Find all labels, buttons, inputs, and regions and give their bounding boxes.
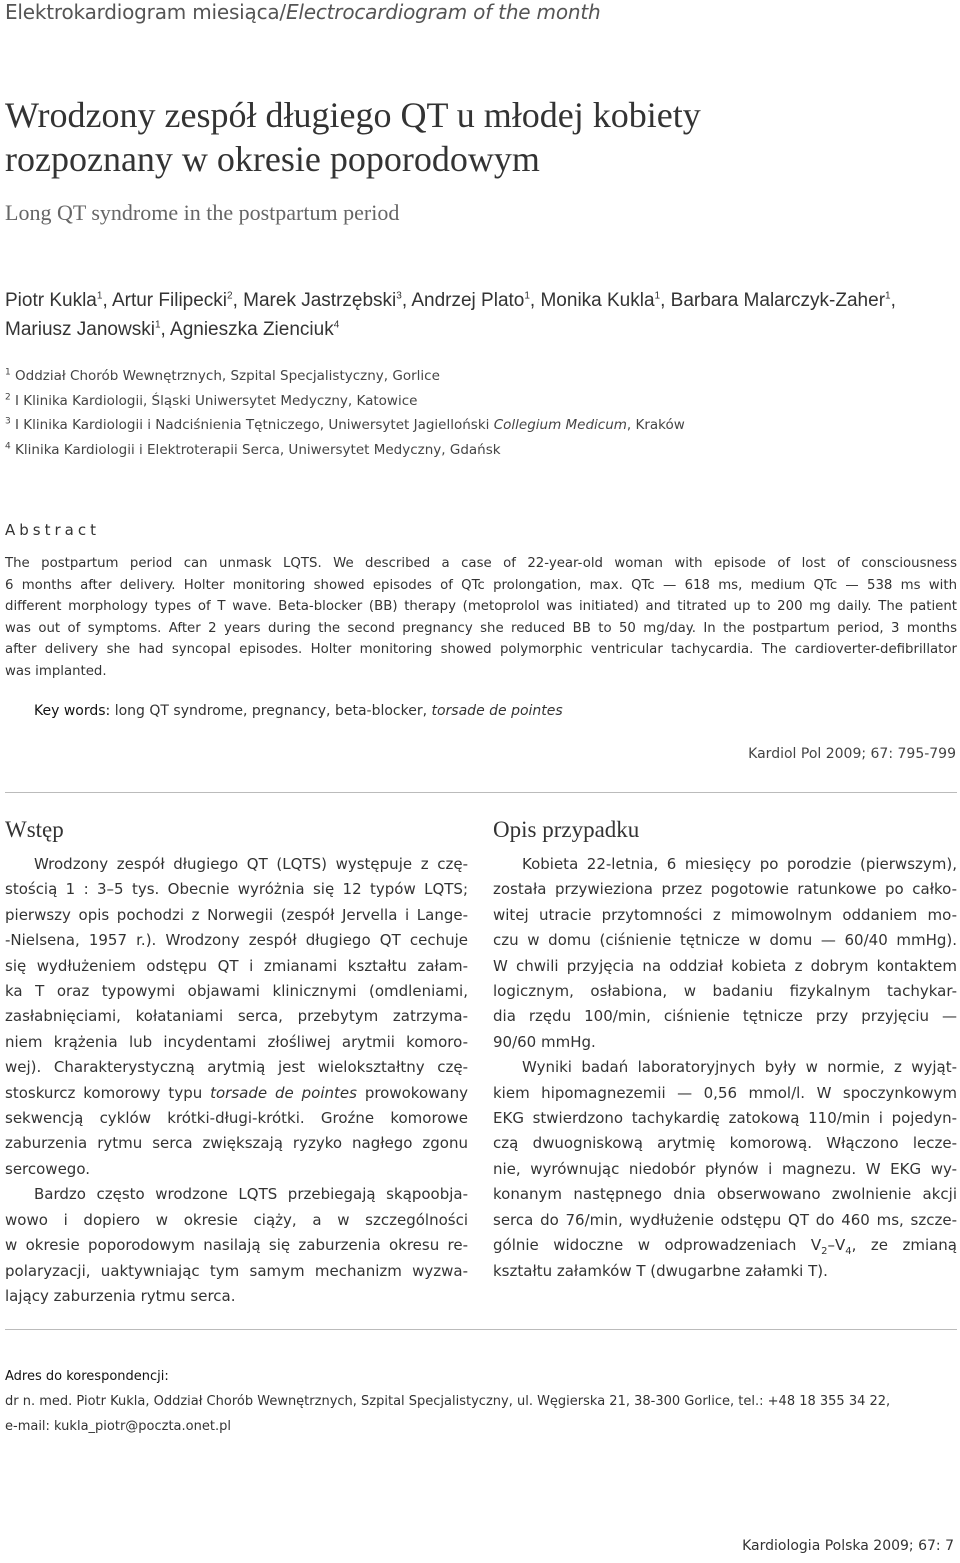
text-line: czu w domu (ciśnienie tętnicze w domu — 60/40 mmHg).	[493, 931, 957, 950]
affiliation-text: Oddział Chorób Wewnętrznych, Szpital Specjalistyczny, Gorlice	[15, 368, 440, 384]
abstract-line: different morphology types of T wave. Beta-blocker (BB) therapy (metoprolol was initiated) and titrated up to 200 mg daily. The patient	[5, 599, 957, 615]
author-separator: ,	[660, 290, 671, 311]
author-name: Andrzej Plato	[411, 290, 525, 311]
text-line: Kobieta 22-letnia, 6 miesięcy po porodzie (pierwszym),	[522, 855, 957, 873]
text-line: lający zaburzenia rytmu serca.	[5, 1286, 236, 1305]
text-line: witej utracie przytomności z mimowolnym oddaniem mo-	[493, 905, 957, 924]
article-subtitle: Long QT syndrome in the postpartum period	[5, 200, 400, 225]
text-line: stością 1 : 3–5 tys. Obecnie wyróżnia się 12 typów LQTS;	[5, 880, 468, 899]
affiliation-text: Klinika Kardiologii i Elektroterapii Serca, Uniwersytet Medyczny, Gdańsk	[15, 441, 501, 458]
correspondence-address: dr n. med. Piotr Kukla, Oddział Chorób Wewnętrznych, Szpital Specjalistyczny, ul. Węgierska 21, 38-300 Gorlice, tel.: +48 18 355 34 22,	[5, 1394, 891, 1409]
text-run: –V	[827, 1236, 846, 1255]
abstract-line: was out of symptoms. After 2 years during the second pregnancy she reduced BB to 50 mg/day. In the postpartum period, 3 months	[5, 620, 957, 636]
text-line: Bardzo często wrodzone LQTS przebiegają skąpoobja-	[34, 1185, 468, 1204]
text-line: 90/60 mmHg.	[493, 1032, 596, 1051]
keywords-italic: torsade de pointes	[431, 703, 563, 719]
text-line: -Nielsena, 1957 r.). Wrodzony zespół długiego QT cechuje	[5, 931, 468, 950]
text-line	[493, 1233, 957, 1258]
abstract-line: after delivery she had syncopal episodes. Holter monitoring showed polymorphic ventricular tachycardia. The cardioverter-defibrillator	[5, 642, 957, 658]
author-line-1	[5, 286, 955, 315]
author-name: Monika Kukla	[540, 290, 655, 311]
divider-bottom	[5, 1329, 957, 1330]
abstract-body	[5, 553, 957, 683]
author-separator: ,	[102, 290, 112, 311]
section-heading-intro: Wstęp	[5, 817, 64, 842]
text-line: sekwencją cyklów krótki-długi-krótki. Groźne komorowe	[5, 1109, 468, 1128]
author-affiliation-number: 1	[654, 290, 661, 302]
text-line: konanym następnego dnia obserwowano zwolnienie akcji	[493, 1185, 957, 1204]
affiliation-text: , Kraków	[626, 417, 685, 433]
text-line: kiem hipomagnezemii — 0,56 mmol/l. W spoczynkowym	[493, 1083, 957, 1102]
affiliation-number: 3	[5, 416, 11, 427]
affiliation-text: I Klinika Kardiologii i Nadciśnienia Tętniczego, Uniwersytet Jagielloński	[15, 417, 494, 433]
text-line: zaburzenia rytmu serca zwiększają ryzyko nagłego zgonu	[5, 1134, 468, 1153]
correspondence-heading: Adres do korespondencji:	[5, 1369, 169, 1384]
text-run-italic: torsade de pointes	[210, 1083, 357, 1102]
text-line: się wydłużeniem odstępu QT i zmianami kształtu załam-	[5, 956, 468, 975]
affiliation-number: 2	[5, 392, 11, 402]
author-affiliation-number: 4	[333, 319, 340, 331]
text-line: polaryzacji, uaktywniając tym samym mechanizm wyzwa-	[5, 1261, 468, 1280]
affiliation-list	[5, 364, 955, 462]
author-separator: ,	[232, 290, 244, 311]
section-heading-case: Opis przypadku	[493, 817, 640, 842]
text-line: wej). Charakterystyczną arytmią jest wielokształtny czę-	[5, 1058, 468, 1077]
text-line: Wyniki badań laboratoryjnych były w normie, z wyjąt-	[522, 1058, 957, 1077]
text-line: Wrodzony zespół długiego QT (LQTS) występuje z czę-	[34, 855, 468, 873]
author-line-2	[5, 315, 955, 344]
text-line: ka T oraz typowymi objawami klinicznymi (omdleniami,	[5, 982, 468, 1001]
abstract-line: 6 months after delivery. Holter monitoring showed episodes of QTc prolongation, max. QTc — 618 ms, medium QTc — 538 ms with	[5, 577, 957, 593]
affiliation-text: I Klinika Kardiologii, Śląski Uniwersytet Medyczny, Katowice	[15, 392, 418, 409]
text-line: dia rzędu 100/min, ciśnienie tętnicze przy przyjęciu —	[493, 1007, 957, 1026]
subscript: 2	[821, 1246, 828, 1258]
text-run: stoskurcz komorowy typu	[5, 1083, 211, 1102]
text-line: logicznym, osłabiona, w badaniu fizykalnym tachykar-	[493, 982, 957, 1001]
affiliation-item	[5, 364, 955, 389]
author-name: Artur Filipecki	[111, 290, 228, 311]
text-line: serca do 76/min, wydłużenie odstępu QT do 460 ms, szcze-	[493, 1210, 957, 1229]
abstract-line: The postpartum period can unmask LQTS. We described a case of 22-year-old woman with episode of lost of consciousness	[5, 556, 957, 571]
divider-top	[5, 792, 957, 793]
author-separator: ,	[160, 319, 171, 340]
text-line: kształtu załamków T (dwugarbne załamki T).	[493, 1261, 828, 1280]
affiliation-number: 1	[5, 367, 11, 378]
author-affiliation-number: 1	[524, 290, 530, 302]
correspondence-block	[5, 1364, 890, 1439]
author-name: Marek Jastrzębski	[243, 290, 397, 311]
text-run: prowokowany	[356, 1083, 468, 1102]
author-name: Mariusz Janowski	[5, 319, 155, 340]
text-line: w okresie poporodowym nasilają się zaburzenia okresu re-	[5, 1236, 468, 1255]
subscript: 4	[845, 1246, 852, 1258]
author-separator: ,	[890, 290, 896, 311]
abstract-heading: Abstract	[5, 521, 100, 539]
author-separator: ,	[401, 290, 412, 311]
article-title-line-1: Wrodzony zespół długiego QT u młodej kobiety	[5, 95, 701, 135]
text-line: zasłabnięciami, kołataniami serca, przebytym zatrzyma-	[5, 1007, 468, 1026]
text-line: sercowego.	[5, 1159, 91, 1178]
text-run: gólnie widoczne w odprowadzeniach V	[493, 1236, 822, 1255]
text-line: wowo i dopiero w okresie ciąży, a w szczególności	[5, 1210, 468, 1229]
text-line: niem krążenia lub incydentami złośliwej arytmii komoro-	[5, 1032, 468, 1051]
text-line: W chwili przyjęcia na oddział kobieta z dobrym kontaktem	[493, 956, 957, 975]
abstract-line: was implanted.	[5, 663, 107, 679]
keywords-text: long QT syndrome, pregnancy, beta-blocker,	[110, 703, 432, 719]
author-affiliation-number: 2	[227, 290, 233, 302]
author-list	[5, 286, 955, 344]
journal-citation: Kardiol Pol 2009; 67: 795-799	[748, 746, 956, 762]
section-tag-pl: Elektrokardiogram miesiąca/	[5, 0, 286, 24]
affiliation-text-italic: Collegium Medicum	[493, 417, 627, 433]
article-title-line-2: rozpoznany w okresie poporodowym	[5, 139, 540, 179]
author-affiliation-number: 1	[154, 319, 161, 331]
section-tag-en: Electrocardiogram of the month	[285, 0, 601, 24]
author-name: Barbara Malarczyk-Zaher	[670, 290, 886, 311]
text-line: pierwszy opis pochodzi z Norwegii (zespół Jervella i Lange-	[5, 905, 468, 924]
section-tag	[5, 0, 600, 24]
page-footer: Kardiologia Polska 2009; 67: 7	[742, 1538, 954, 1554]
text-line: nie, wyrównując niedobór płynów i magnezu. W EKG wy-	[493, 1159, 957, 1178]
text-line: czą dwuogniskową arytmię komorową. Włączono lecze-	[493, 1134, 957, 1153]
text-line: została przywieziona przez pogotowie ratunkowe po całko-	[493, 880, 957, 899]
author-name: Piotr Kukla	[5, 290, 97, 311]
affiliation-number: 4	[5, 441, 11, 451]
keywords-label: Key words:	[34, 703, 111, 719]
affiliation-item	[5, 438, 955, 463]
text-run: , ze zmianą	[851, 1236, 957, 1255]
keywords	[34, 703, 563, 719]
author-separator: ,	[529, 290, 541, 311]
author-name: Agnieszka Zienciuk	[170, 319, 334, 340]
author-affiliation-number: 1	[96, 290, 103, 302]
author-affiliation-number: 1	[885, 290, 891, 302]
affiliation-item	[5, 413, 955, 438]
article-title	[5, 93, 945, 181]
affiliation-item	[5, 389, 955, 414]
author-affiliation-number: 3	[396, 290, 402, 302]
correspondence-email: e-mail: kukla_piotr@poczta.onet.pl	[5, 1419, 231, 1434]
right-column	[493, 816, 957, 1284]
text-line	[5, 1081, 468, 1106]
left-column	[5, 816, 468, 1309]
text-line: EKG stwierdzono tachykardię zatokową 110/min i pojedyn-	[493, 1109, 957, 1128]
